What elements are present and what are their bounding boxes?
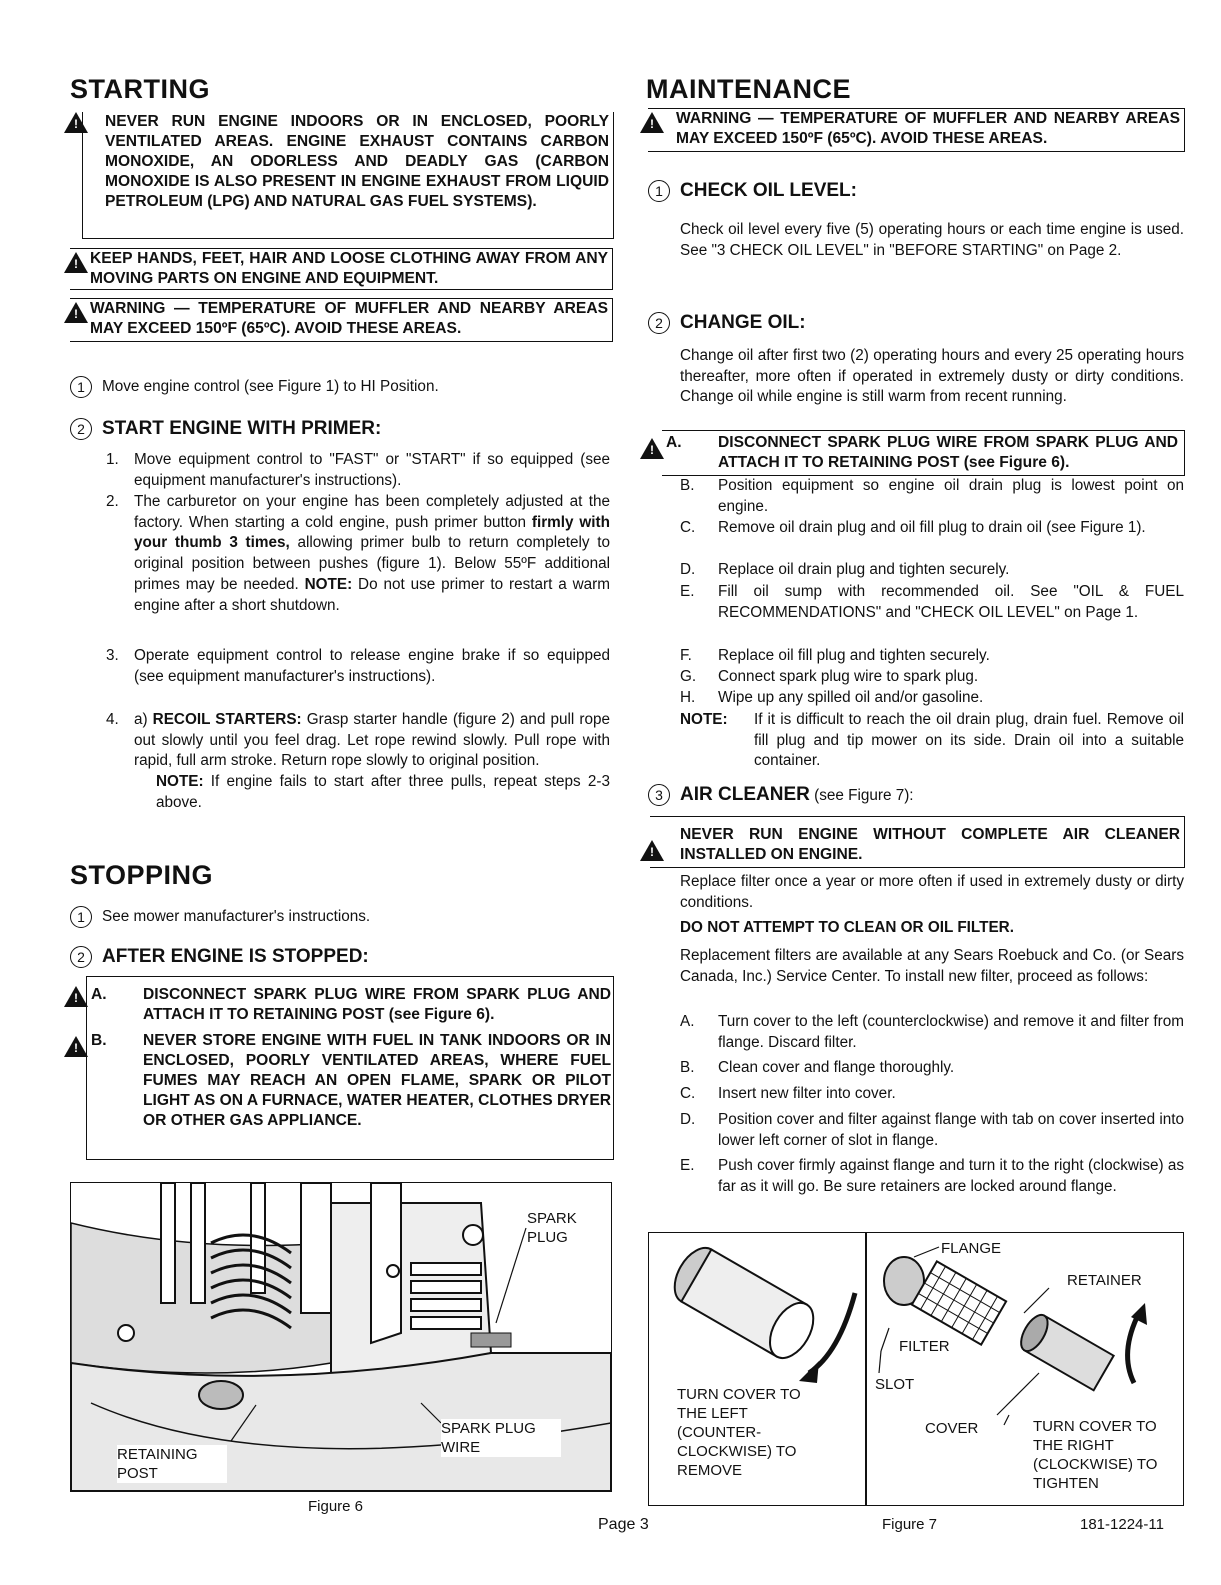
oil-item-b xyxy=(680,476,1184,517)
item-note xyxy=(156,772,610,813)
start-item-3 xyxy=(106,646,610,687)
item-text-part: allowing primer bulb to return completely to original position between pushes (figure 1). Below 55ºF additional primes may be needed. xyxy=(134,534,610,593)
item-text-part: The carburetor on your engine has been completely adjusted at the factory. When starting a cold engine, push primer button xyxy=(134,493,610,531)
item-text-part: Grasp starter handle (figure 2) and pull rope out slowly until you feel drag. Let rope rewind slowly. Pull rope with rapid, full arm stroke. Return rope slowly to original position. xyxy=(134,711,610,770)
starting-step-1 xyxy=(70,376,614,398)
spark-plug-label: SPARK PLUG xyxy=(527,1209,597,1247)
step-number-circle: 2 xyxy=(70,418,92,440)
start-item-2 xyxy=(106,492,610,616)
oil-item-d xyxy=(680,560,1184,581)
warning-icon xyxy=(64,1036,88,1057)
air-cleaner-text: Replace filter once a year or more often if used in extremely dusty or dirty conditions. xyxy=(680,873,1184,911)
slot-label: SLOT xyxy=(875,1376,915,1393)
step-number-circle: 1 xyxy=(648,180,670,202)
warning-label: A. xyxy=(666,434,682,451)
document-number: 181-1224-11 xyxy=(1080,1516,1164,1533)
page-number: Page 3 xyxy=(598,1516,649,1533)
step-text: See mower manufacturer's instructions. xyxy=(102,908,371,926)
item-number: 4. xyxy=(106,711,119,728)
item-text: Wipe up any spilled oil and/or gasoline. xyxy=(718,689,984,706)
item-text: Replace oil drain plug and tighten securely. xyxy=(718,561,1010,578)
warning-label: A. xyxy=(91,986,107,1003)
warning-text: WARNING — TEMPERATURE OF MUFFLER AND NEARBY AREAS MAY EXCEED 150ºF (65ºC). AVOID THESE AREAS. xyxy=(90,300,608,337)
step-number-circle: 2 xyxy=(648,312,670,334)
figure-7-caption: Figure 7 xyxy=(882,1516,938,1533)
item-text: Operate equipment control to release engine brake if so equipped (see equipment manufacturer's instructions). xyxy=(134,647,610,685)
start-item-4 xyxy=(106,710,610,814)
item-text: Position cover and filter against flange with tab on cover inserted into lower left corner of slot in flange. xyxy=(718,1111,1184,1149)
item-text: Turn cover to the left (counterclockwise) and remove it and filter from flange. Discard filter. xyxy=(718,1013,1184,1051)
item-text: Connect spark plug wire to spark plug. xyxy=(718,668,979,685)
retaining-post-label: RETAINING POST xyxy=(117,1445,227,1483)
item-text: Fill oil sump with recommended oil. See "OIL & FUEL RECOMMENDATIONS" and "CHECK OIL LEVEL" on Page 1. xyxy=(718,583,1184,621)
warning-text: DISCONNECT SPARK PLUG WIRE FROM SPARK PLUG AND ATTACH IT TO RETAINING POST (see Figure 6). xyxy=(143,986,611,1023)
step-number-circle: 3 xyxy=(648,784,670,806)
retainer-label: RETAINER xyxy=(1067,1272,1142,1289)
flange-label: FLANGE xyxy=(941,1240,1002,1257)
item-label: E. xyxy=(680,1157,695,1174)
step-title-suffix: (see Figure 7): xyxy=(809,787,914,805)
warning-text: NEVER RUN ENGINE INDOORS OR IN ENCLOSED, POORLY VENTILATED AREAS. ENGINE EXHAUST CONTAINS CARBON MONOXIDE, AN ODORLESS AND DEADLY GAS (CARBON MONOXIDE IS ALSO PRESENT IN ENGINE EXHAUST FROM LIQUID PETROLEUM (LPG) AND NATURAL GAS FUEL SYSTEMS). xyxy=(105,113,609,210)
starting-warning-co xyxy=(82,112,614,239)
starting-step-2-heading xyxy=(70,418,381,440)
item-text: Clean cover and flange thoroughly. xyxy=(718,1059,955,1076)
item-number: 2. xyxy=(106,493,119,510)
item-label: E. xyxy=(680,583,695,600)
maintenance-heading: MAINTENANCE xyxy=(646,74,851,104)
turn-left-label: TURN COVER TO THE LEFT (COUNTER- CLOCKWISE) TO REMOVE xyxy=(677,1386,801,1479)
step-number-circle: 1 xyxy=(70,376,92,398)
note-text: If engine fails to start after three pulls, repeat steps 2-3 above. xyxy=(156,773,610,811)
figure-6-caption: Figure 6 xyxy=(308,1498,364,1515)
item-text: Replace oil fill plug and tighten securely. xyxy=(718,647,990,664)
warning-text: KEEP HANDS, FEET, HAIR AND LOOSE CLOTHING AWAY FROM ANY MOVING PARTS ON ENGINE AND EQUIPMENT. xyxy=(90,250,608,287)
item-number: 3. xyxy=(106,647,119,664)
item-text xyxy=(134,710,610,772)
item-text: Position equipment so engine oil drain plug is lowest point on engine. xyxy=(718,477,1184,515)
cover-label: COVER xyxy=(925,1420,979,1437)
warning-icon xyxy=(640,438,664,459)
note-label: NOTE: xyxy=(680,711,728,728)
item-label: C. xyxy=(680,519,696,536)
item-label: RECOIL STARTERS: xyxy=(152,711,302,728)
item-text xyxy=(134,492,610,616)
filter-label: FILTER xyxy=(899,1338,950,1355)
step-number-circle: 2 xyxy=(70,946,92,968)
note-label: NOTE: xyxy=(156,773,204,791)
step-number-circle: 1 xyxy=(70,906,92,928)
stopping-step-1 xyxy=(70,906,614,928)
item-label: D. xyxy=(680,1111,696,1128)
warning-text: NEVER STORE ENGINE WITH FUEL IN TANK INDOORS OR IN ENCLOSED, POORLY VENTILATED AREAS, WHERE FUEL FUMES MAY REACH AN OPEN FLAME, SPARK OR PILOT LIGHT AS ON A FURNACE, WATER HEATER, CLOTHES DRYER OR OTHER GAS APPLIANCE. xyxy=(143,1032,611,1129)
warning-text: WARNING — TEMPERATURE OF MUFFLER AND NEARBY AREAS MAY EXCEED 150ºF (65ºC). AVOID THESE AREAS. xyxy=(676,110,1180,147)
figure-6-illustration xyxy=(70,1182,612,1492)
item-label: A. xyxy=(680,1013,695,1030)
warning-label: B. xyxy=(91,1032,107,1049)
warning-text: NEVER RUN ENGINE WITHOUT COMPLETE AIR CLEANER INSTALLED ON ENGINE. xyxy=(680,826,1180,863)
starting-warning-muffler xyxy=(70,298,613,342)
item-text: Insert new filter into cover. xyxy=(718,1085,896,1102)
oil-item-f xyxy=(680,646,1184,667)
air-item-e xyxy=(680,1156,1184,1197)
item-text: Move equipment control to "FAST" or "START" if so equipped (see equipment manufacturer's instructions). xyxy=(134,451,610,489)
item-text: Remove oil drain plug and oil fill plug to drain oil (see Figure 1). xyxy=(718,519,1146,536)
air-cleaner-heading xyxy=(648,784,914,806)
step-title: CHECK OIL LEVEL: xyxy=(680,180,857,202)
air-item-d xyxy=(680,1110,1184,1151)
step-title: AFTER ENGINE IS STOPPED: xyxy=(102,946,369,968)
step-text: Move engine control (see Figure 1) to HI Position. xyxy=(102,378,439,396)
spark-plug-wire-label: SPARK PLUG WIRE xyxy=(441,1419,561,1457)
check-oil-heading xyxy=(648,180,857,202)
stopping-step-2-heading xyxy=(70,946,369,968)
oil-item-e xyxy=(680,582,1184,623)
step-title: AIR CLEANER xyxy=(680,784,810,806)
air-item-b xyxy=(680,1058,1184,1079)
item-label: G. xyxy=(680,668,697,685)
item-number: 1. xyxy=(106,451,119,468)
step-title: START ENGINE WITH PRIMER: xyxy=(102,418,382,440)
air-item-a xyxy=(680,1012,1184,1053)
note-text: If it is difficult to reach the oil drain plug, drain fuel. Remove oil fill plug and tip mower on its side. Drain oil into a suitable container. xyxy=(754,711,1184,770)
item-text-bold: firmly with your thumb 3 times, xyxy=(134,513,610,552)
air-cleaner-bold-warning: DO NOT ATTEMPT TO CLEAN OR OIL FILTER. xyxy=(680,919,1014,936)
note-text: Do not use primer to restart a warm engine after a short shutdown. xyxy=(134,575,610,614)
warning-icon xyxy=(64,986,88,1007)
step-title: CHANGE OIL: xyxy=(680,312,806,334)
item-label: C. xyxy=(680,1085,696,1102)
stopping-heading: STOPPING xyxy=(70,860,214,890)
warning-text: DISCONNECT SPARK PLUG WIRE FROM SPARK PLUG AND ATTACH IT TO RETAINING POST (see Figure 6). xyxy=(718,434,1178,471)
oil-item-g xyxy=(680,667,1184,688)
air-item-c xyxy=(680,1084,1184,1105)
turn-right-label: TURN COVER TO THE RIGHT (CLOCKWISE) TO TIGHTEN xyxy=(1033,1418,1158,1492)
air-cleaner-text-2: Replacement filters are available at any Sears Roebuck and Co. (or Sears Canada, Inc.) Service Center. To install new filter, proceed as follows: xyxy=(680,947,1184,985)
starting-heading: STARTING xyxy=(70,74,210,104)
change-oil-warning xyxy=(662,430,1185,476)
item-text: Push cover firmly against flange and turn it to the right (clockwise) as far as it will go. Be sure retainers are locked around flange. xyxy=(718,1157,1184,1195)
oil-note xyxy=(680,710,1184,772)
item-label: B. xyxy=(680,477,695,494)
starting-warning-moving-parts xyxy=(70,248,613,290)
change-oil-heading xyxy=(648,312,806,334)
oil-item-h xyxy=(680,688,1184,709)
note-label: NOTE: xyxy=(304,575,353,593)
item-label: D. xyxy=(680,561,696,578)
maintenance-warning-muffler xyxy=(648,108,1185,152)
stopping-warnings xyxy=(86,976,614,1160)
item-label: H. xyxy=(680,689,696,706)
air-cleaner-warning xyxy=(650,816,1185,868)
item-label: B. xyxy=(680,1059,695,1076)
oil-item-c xyxy=(680,518,1184,539)
start-item-1 xyxy=(106,450,610,491)
item-prefix: a) xyxy=(134,711,153,728)
check-oil-text: Check oil level every five (5) operating hours or each time engine is used. See "3 CHECK OIL LEVEL" in "BEFORE STARTING" on Page 2. xyxy=(680,221,1184,259)
figure-7-illustration xyxy=(648,1232,1184,1506)
item-label: F. xyxy=(680,647,692,664)
change-oil-text: Change oil after first two (2) operating hours and every 25 operating hours thereafter, more often if operated in extremely dusty or dirty conditions. Change oil while engine is still warm from recent running. xyxy=(680,347,1184,406)
